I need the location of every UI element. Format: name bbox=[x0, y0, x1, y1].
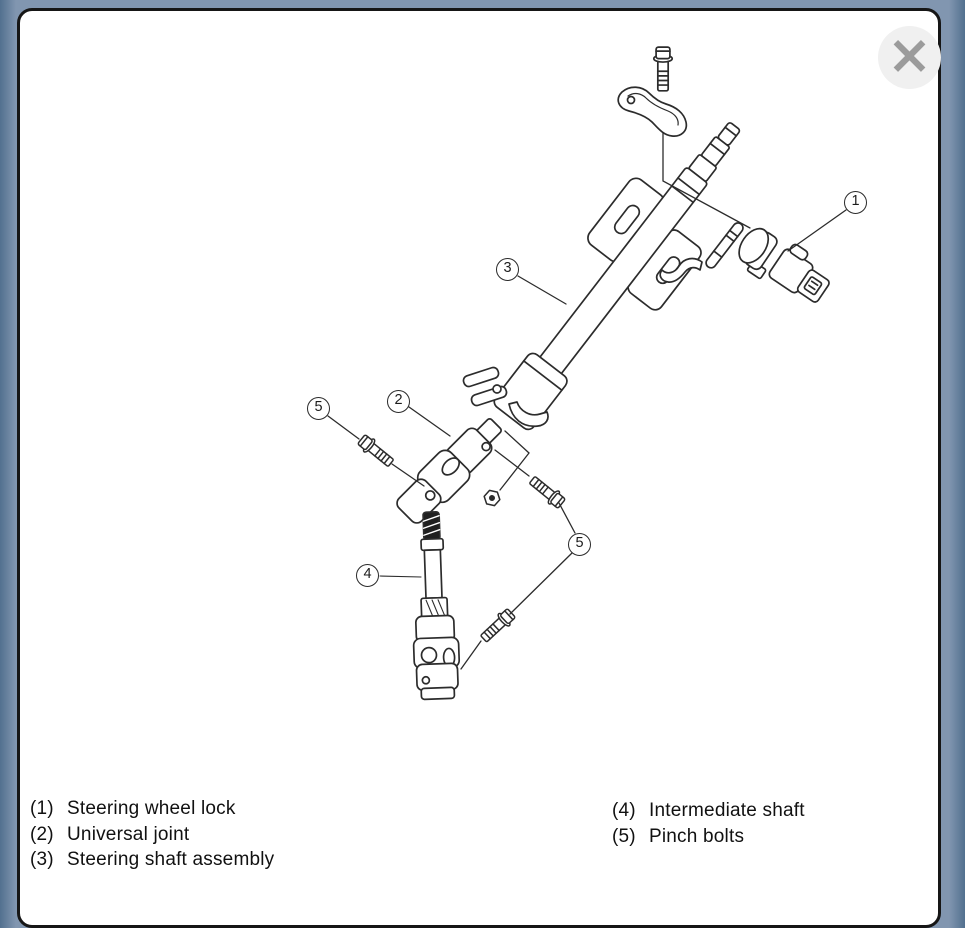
legend-num: (5) bbox=[612, 825, 636, 847]
callout-1: 1 bbox=[844, 191, 867, 214]
legend-label: Steering shaft assembly bbox=[67, 849, 275, 870]
legend-item-2 bbox=[30, 822, 274, 848]
legend-label: Pinch bolts bbox=[649, 825, 745, 847]
callout-5-upper: 5 bbox=[307, 397, 330, 420]
callout-4: 4 bbox=[356, 564, 379, 587]
callout-5-lower: 5 bbox=[568, 533, 591, 556]
legend-item-1 bbox=[30, 796, 274, 822]
legend-right-column bbox=[612, 798, 805, 849]
callout-2: 2 bbox=[387, 390, 410, 413]
legend-item-3 bbox=[30, 847, 274, 873]
close-icon: × bbox=[886, 22, 933, 86]
close-button[interactable] bbox=[878, 22, 941, 89]
image-panel bbox=[17, 8, 941, 928]
legend-num: (1) bbox=[30, 798, 54, 819]
legend-label: Steering wheel lock bbox=[67, 798, 236, 819]
callout-3: 3 bbox=[496, 258, 519, 281]
legend-item-4 bbox=[612, 798, 805, 824]
legend-num: (4) bbox=[612, 800, 636, 821]
legend-left-column bbox=[30, 796, 274, 873]
legend-num: (3) bbox=[30, 849, 54, 870]
legend-num: (2) bbox=[30, 823, 54, 845]
legend-label: Intermediate shaft bbox=[649, 800, 805, 821]
legend-item-5 bbox=[612, 824, 805, 850]
legend-label: Universal joint bbox=[67, 823, 190, 845]
